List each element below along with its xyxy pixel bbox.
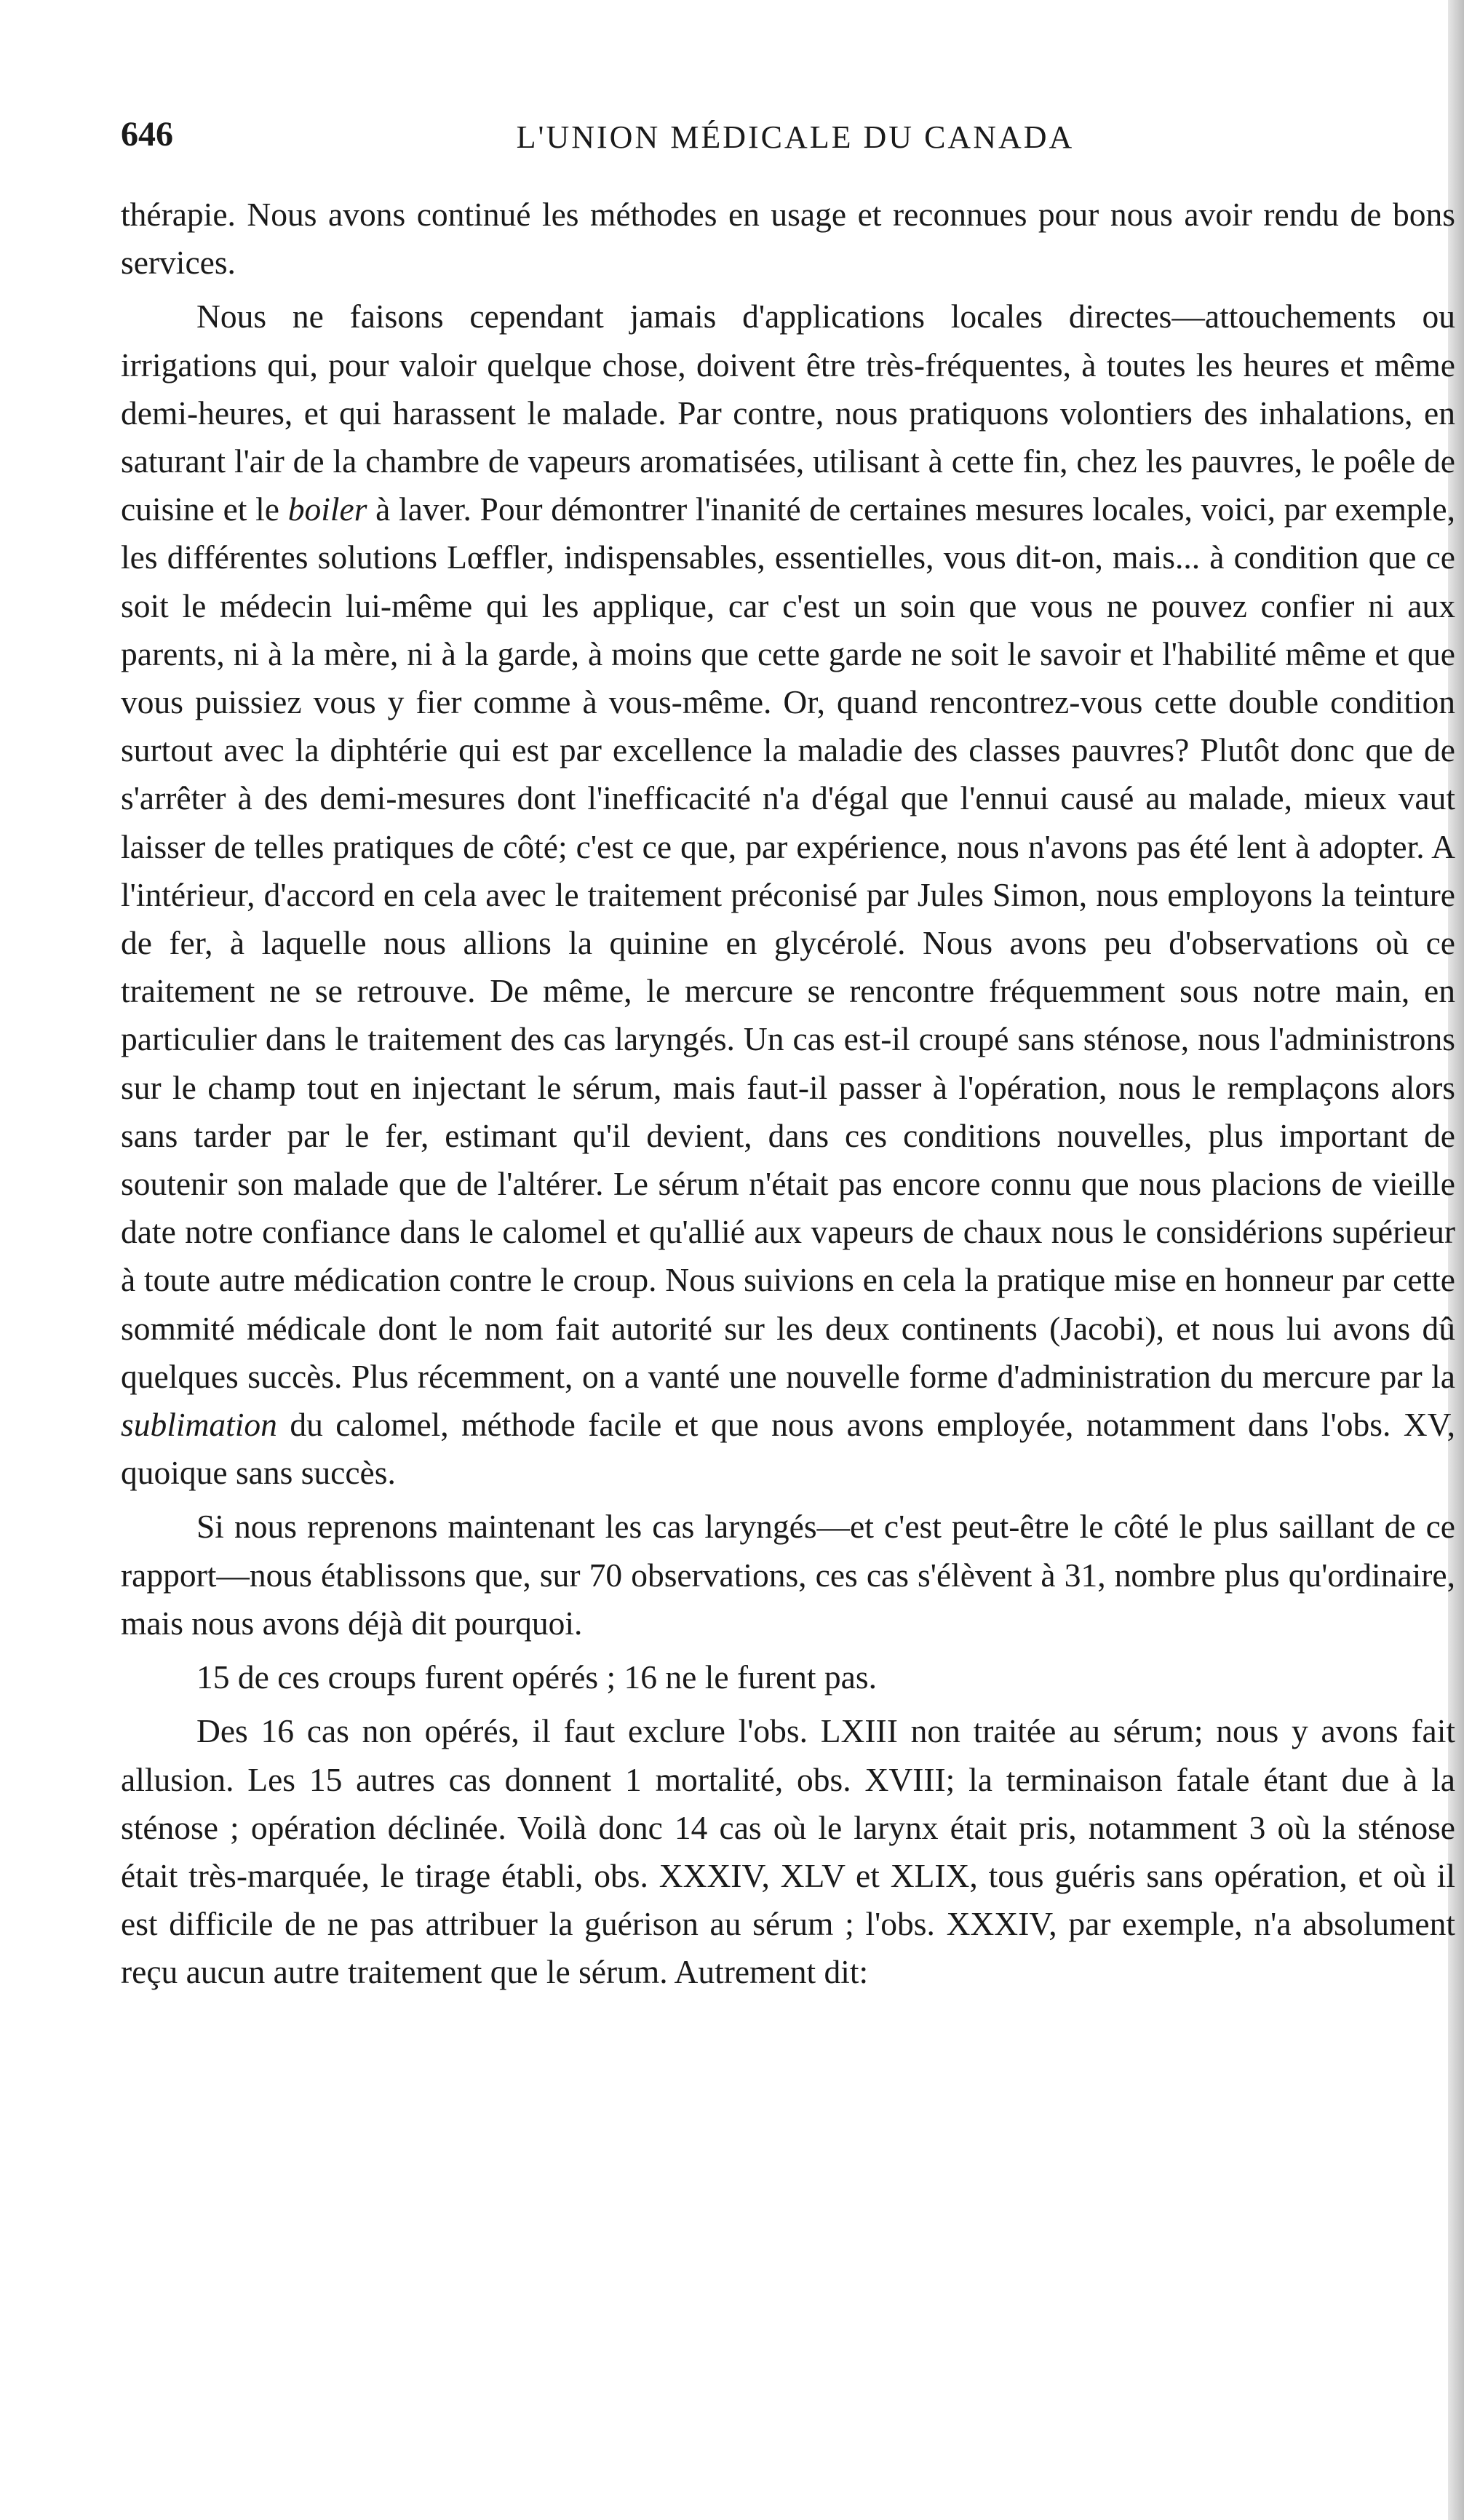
paragraph-5: Des 16 cas non opérés, il faut exclure l'obs. LXIII non traitée au sérum; nous y avons fait allusion. Les 15 autres cas donnent 1 mortalité, obs. XVIII; la terminaison fatale étant due à la sténose ; opération déclinée. Voilà donc 14 cas où le larynx était pris, notamment 3 où la sténose était très-marquée, le tirage établi, obs. XXXIV, XLV et XLIX, tous guéris sans opération, et où il est difficile de ne pas attribuer la guérison au sérum ; l'obs. XXXIV, par exemple, n'a absolument reçu aucun autre traitement que le sérum. Autrement dit:	[121, 1712, 1455, 1991]
paragraph-3: Si nous reprenons maintenant les cas laryngés—et c'est peut-être le côté le plus saillant de ce rapport—nous établissons que, sur 70 observations, ces cas s'élèvent à 31, nombre plus qu'ordinaire, mais nous avons déjà dit pourquoi.	[121, 1508, 1455, 1642]
paragraph-2-italic-sublimation: sublimation	[121, 1406, 277, 1444]
paragraph-2-part-c: du calomel, méthode facile et que nous avons employée, notamment dans l'obs. XV, quoique sans succès.	[121, 1406, 1455, 1492]
page-header	[121, 109, 1455, 160]
paragraph-1: thérapie. Nous avons continué les méthodes en usage et reconnues pour nous avoir rendu de bons services.	[121, 196, 1455, 282]
running-title: L'UNION MÉDICALE DU CANADA	[516, 119, 1075, 155]
paragraph-2-part-b: à laver. Pour démontrer l'inanité de certaines mesures locales, voici, par exemple, les différentes solutions Lœffler, indispensables, essentielles, vous dit-on, mais... à condition que ce soit le médecin lui-même qui les applique, car c'est un soin que vous ne pouvez confier ni aux parents, ni à la mère, ni à la garde, à moins que cette garde ne soit le savoir et l'habilité même et que vous puissiez vous y fier comme à vous-même. Or, quand rencontrez-vous cette double condition surtout avec la diphtérie qui est par excellence la maladie des classes pauvres? Plutôt donc que de s'arrêter à des demi-mesures dont l'inefficacité n'a d'égal que l'ennui causé au malade, mieux vaut laisser de telles pratiques de côté; c'est ce que, par expérience, nous n'avons pas été lent à adopter. A l'intérieur, d'accord en cela avec le traitement préconisé par Jules Simon, nous employons la teinture de fer, à laquelle nous allions la quinine en glycérolé. Nous avons peu d'observations où ce traitement ne se retrouve. De même, le mercure se rencontre fréquemment sous notre main, en particulier dans le traitement des cas laryngés. Un cas est-il croupé sans sténose, nous l'administrons sur le champ tout en injectant le sérum, mais faut-il passer à l'opération, nous le remplaçons alors sans tarder par le fer, estimant qu'il devient, dans ces conditions nouvelles, plus important de soutenir son malade que de l'altérer. Le sérum n'était pas encore connu que nous placions de vieille date notre confiance dans le calomel et qu'allié aux vapeurs de chaux nous le considérions supérieur à toute autre médication contre le croup. Nous suivions en cela la pratique mise en honneur par cette sommité médicale dont le nom fait autorité sur les deux continents (Jacobi), et nous lui avons dû quelques succès. Plus récemment, on a vanté une nouvelle forme d'administration du mercure par la	[121, 490, 1455, 1395]
paragraph-2	[121, 293, 1455, 1497]
body-text	[121, 191, 1455, 2003]
paragraph-2-part-a: Nous ne faisons cependant jamais d'applications locales directes—attouchements ou irrigations qui, pour valoir quelque chose, doivent être très-fréquentes, à toutes les heures et même demi-heures, et qui harassent le malade. Par contre, nous pratiquons volontiers des inhalations, en saturant l'air de la chambre de vapeurs aromatisées, utilisant à cette fin, chez les pauvres, le poêle de cuisine et le	[121, 298, 1455, 528]
page-number: 646	[121, 115, 173, 154]
paragraph-4: 15 de ces croups furent opérés ; 16 ne le furent pas.	[196, 1658, 877, 1696]
paragraph-2-italic-boiler: boiler	[287, 490, 367, 528]
